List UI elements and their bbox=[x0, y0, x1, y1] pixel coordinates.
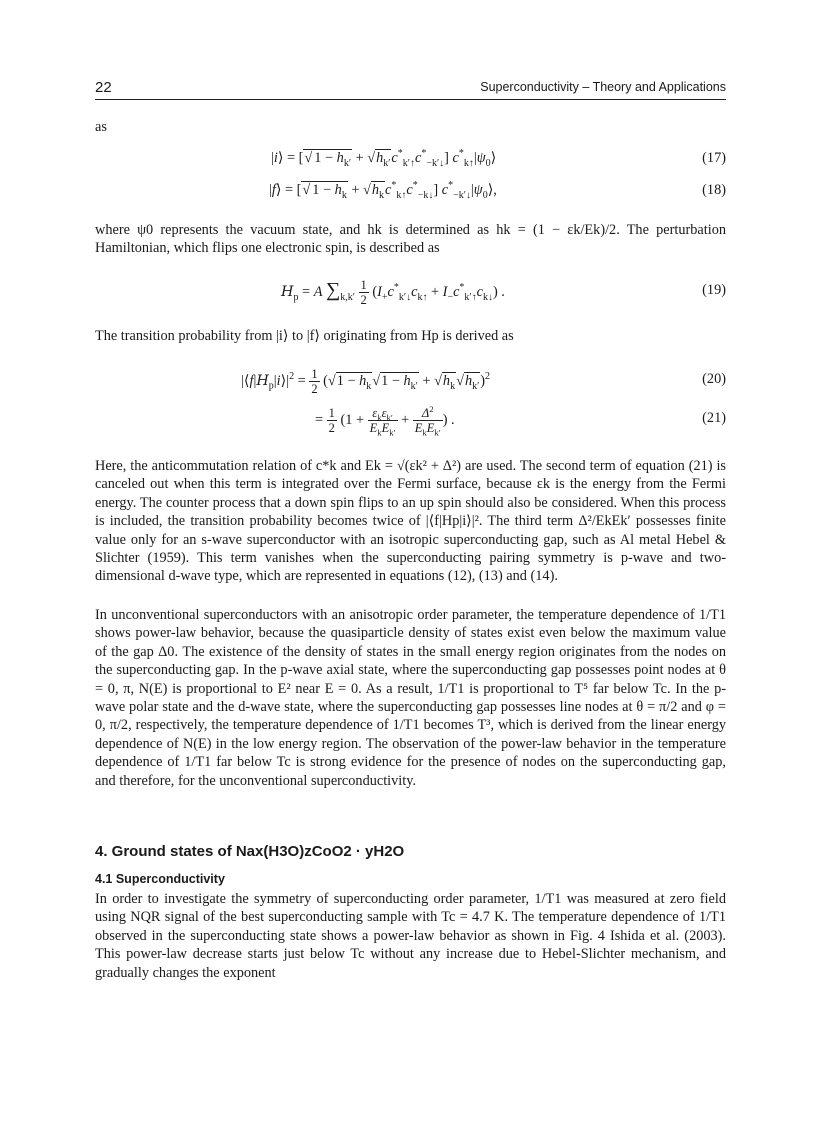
equation-number: (19) bbox=[702, 282, 726, 298]
equation-21: = $\frac{1}{2}$ (1 + $\frac{\varepsilon_k\varepsilon_{k'}}{E_kE_{k'}}$ + $\frac{\Delta^2}{E_kE_{k'}}$ ) . (21) bbox=[315, 403, 726, 438]
equation-20: $|⟨f|H_p|i⟩|^2$ = $\frac{1}{2}$ $(√1 - h_k√1 - h_{k'} + √h_k√h_{k'})^2$ (20) bbox=[241, 367, 726, 396]
equation-18: |f⟩ = [√ $1 - h_k + √h_kc^*_{k↑}c^*_{-k↓}$] $c^*_{-k'↓}|\psi_0⟩$, (18) bbox=[95, 178, 726, 202]
page-header bbox=[95, 79, 726, 100]
equation-17: |i⟩ = [√ $1 - h_{k'} + √h_{k'}c^*_{k'↑}c^*_{-k'↓}$] $c^*_{k↑}|\psi_0⟩$ (17) bbox=[95, 146, 726, 170]
paragraph-where: where ψ0 represents the vacuum state, and hk is determined as hk = (1 − εk/Ek)/2. The perturbation Hamiltonian, which flips one electronic spin, is described as bbox=[95, 222, 726, 257]
equation-number: (17) bbox=[702, 150, 726, 166]
paragraph-transition: The transition probability from |i⟩ to |f⟩ originating from Hp is derived as bbox=[95, 328, 514, 344]
equation-number: (20) bbox=[702, 371, 726, 387]
equation-number: (18) bbox=[702, 182, 726, 198]
subsection-heading: 4.1 Superconductivity bbox=[95, 872, 225, 886]
page-number: 22 bbox=[95, 79, 112, 96]
paragraph-unconventional: In unconventional superconductors with an anisotropic order parameter, the temperature dependence of 1/T1 shows power-law behavior, because the quasiparticle density of states exist even below the maximum value of the gap Δ0. The existence of the density of states in the small energy region originates from the nodes on the superconducting gap. In the p-wave axial state, where the superconducting gap possesses point nodes at θ = 0, π, N(E) is proportional to E² near E = 0. As a result, 1/T1 is proportional to T⁵ far below Tc. In the p-wave polar state and the d-wave state, where the superconducting gap possesses line nodes at θ = π/2 and φ = 0, π/2, respectively, the temperature dependence of 1/T1 becomes T³, which is derived from the linear energy dependence of N(E) in the low energy region. The observation of the power-law behavior in the temperature dependence of 1/T1 far below Tc is strong evidence for the presence of nodes on the superconducting gap, and therefore, for the unconventional superconductivity. bbox=[95, 607, 726, 789]
as-text: as bbox=[95, 119, 107, 135]
equation-19: $H_p = A$ $\sum_{k,k'}$ $\frac{1}{2}$ $(I_+c^*_{k'↓}c_{k↑} + I_-c^*_{k'↑}c_{k↓})$ . (19) bbox=[281, 278, 726, 308]
paragraph-here: Here, the anticommutation relation of c*k and Ek = √(εk² + Δ²) are used. The second term of equation (21) is canceled out when this term is integrated over the Fermi surface, because εk is the energy from the Fermi energy. The counter process that a down spin flips to an up spin should also be considered. When this process is included, the transition probability becomes twice of |⟨f|Hp|i⟩|². The third term Δ²/EkEk′ possesses finite value only for an s-wave superconductor with an isotropic superconducting gap, such as Al metal Hebel & Slichter (1959). This term vanishes when the superconducting pairing symmetry is p-wave and two-dimensional d-wave type, which are represented in equations (12), (13) and (14). bbox=[95, 458, 726, 585]
running-title: Superconductivity – Theory and Applications bbox=[480, 80, 726, 94]
section-heading: 4. Ground states of Nax(H3O)zCoO2 · yH2O bbox=[95, 843, 405, 860]
equation-number: (21) bbox=[702, 410, 726, 426]
paragraph-superconductivity: In order to investigate the symmetry of superconducting order parameter, 1/T1 was measured at zero field using NQR signal of the best superconducting sample with Tc = 4.7 K. The temperature dependence of 1/T1 observed in the superconducting state shows a power-law behavior as shown in Fig. 4 Ishida et al. (2003). This power-law decrease starts just below Tc without any increase due to Hebel-Slichter mechanism, and gradually changes the exponent bbox=[95, 891, 726, 981]
